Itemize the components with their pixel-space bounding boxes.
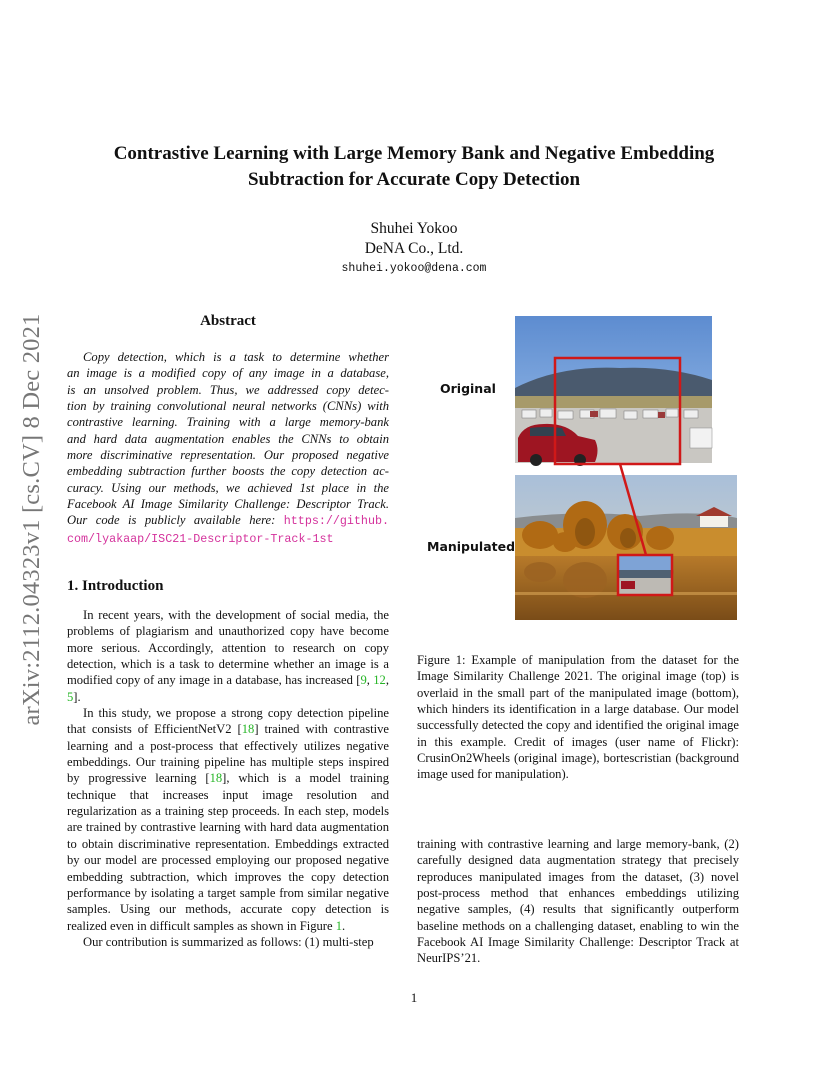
author-affiliation: DeNA Co., Ltd. xyxy=(364,240,464,257)
figure-1-caption: Figure 1: Example of manipulation from the dataset for the Image Similarity Challenge 2021. The original image (top) is overlaid in the small part of the manipulated image (bottom), which hinders its identification in a large database. Our model successfully detected the copy and identified the original image in this example. Credit of images (user name of Flickr): CrusinOn2Wheels (original image), bortescristian (background image used for manipulation). xyxy=(417,653,739,782)
abstract-line: Copy detection, which is a task to determine whether xyxy=(83,350,389,364)
citation-link[interactable]: 18 xyxy=(241,722,255,737)
figure-label-manipulated: Manipulated xyxy=(427,539,516,554)
code-prefix: Our code is publicly available here: xyxy=(67,513,284,528)
code-link-part-1[interactable]: https://github. xyxy=(283,514,389,529)
abstract-line: an image is a modified copy of any image in a database, xyxy=(67,366,389,381)
intro-text: . xyxy=(342,918,346,933)
page-number: 1 xyxy=(410,990,418,1005)
author-block xyxy=(0,219,828,279)
figure-reference-link[interactable]: 1 xyxy=(335,918,343,933)
abstract-line: more discriminative representation. Our proposed negative xyxy=(67,448,389,463)
author-email: shuhei.yokoo@dena.com xyxy=(341,262,487,275)
manipulated-image xyxy=(515,475,737,620)
original-image xyxy=(515,316,712,466)
intro-text: ]. xyxy=(73,689,81,704)
intro-text: ], which is a model training technique that increases input image resolution and regularization as a training step proceeds. In each step, models are trained by contrastive learning with hard data augmentation to obtain discriminative representation. Embeddings extracted by our model are processed employing our proposed negative embedding subtraction, which improves the copy detection performance by isolating a target sample from similar negative samples. Using our methods, accurate copy detection is realized even in difficult samples as shown in Figure xyxy=(67,771,389,933)
citation-link[interactable]: 12 xyxy=(373,673,386,688)
abstract-line: contrastive learning. Training with a large memory-bank xyxy=(67,415,389,430)
citation-link[interactable]: 18 xyxy=(209,771,223,786)
intro-paragraph-3: Our contribution is summarized as follows: (1) multi-step xyxy=(83,934,374,949)
introduction-body xyxy=(67,607,389,950)
title-line-1: Contrastive Learning with Large Memory Bank and Negative Embedding xyxy=(113,143,715,164)
abstract-line: and hard data augmentation enables the CNNs to obtain xyxy=(67,431,389,446)
citation-link[interactable]: 9 xyxy=(360,673,367,688)
citation-link[interactable]: 5 xyxy=(67,689,74,704)
right-column-text: training with contrastive learning and large memory-bank, (2) carefully designed data augmentation strategy that precisely reproduces manipulated images from the dataset, (3) novel post-process method that enhances embeddings utilizing negative samples, (4) results that significantly outperform baseline methods on a challenging dataset, enabling to win the Facebook AI Image Similarity Challenge: Descriptor Track at NeurIPS’21. xyxy=(417,837,739,966)
arxiv-stamp xyxy=(17,291,47,748)
intro-text: In this study, we propose a strong copy detection pipeline that consists of EfficientNetV2 [ xyxy=(67,706,389,737)
figure-label-original: Original xyxy=(440,381,496,396)
figure-1-images xyxy=(500,310,750,630)
abstract-line: is an unsolved problem. Thus, we addressed copy detec- xyxy=(67,382,389,397)
intro-text: ] trained with contrastive learning and a post-process that effectively utilizes negative embeddings. Our training pipeline has multiple steps inspired by progressive learning [ xyxy=(67,722,390,786)
abstract-code-line xyxy=(67,512,389,529)
intro-text: In recent years, with the development of social media, the problems of plagiarism and unauthorized copy have become more serious. Accordingly, attention to research on copy detection, which is a task to determine whether an image is a modified copy of any image in a database, has increased [ xyxy=(67,608,389,688)
abstract-line: Facebook AI Image Similarity Challenge: Descriptor Track. xyxy=(67,497,389,512)
author-name: Shuhei Yokoo xyxy=(370,220,458,237)
abstract-code-line-2 xyxy=(67,530,389,547)
abstract-line: embedding subtraction further boosts the copy detection ac- xyxy=(67,464,389,479)
abstract-heading: Abstract xyxy=(200,313,256,329)
paper-title xyxy=(0,141,828,193)
abstract-line: curacy. Using our methods, we achieved 1st place in the xyxy=(67,480,389,495)
intro-paragraph-1: In recent years, with the development of social media, the problems of plagiarism and unauthorized copy have become more serious. Accordingly, attention to research on copy detection, which is a task to determine whether an image is a modified copy of any image in a database, has increased [9, 12, 5]. xyxy=(67,608,389,704)
abstract-body xyxy=(67,349,389,547)
intro-paragraph-2 xyxy=(67,705,389,934)
title-line-2: Subtraction for Accurate Copy Detection xyxy=(247,169,581,190)
introduction-heading: 1. Introduction xyxy=(67,578,164,594)
abstract-line: tion by training convolutional neural networks (CNNs) with xyxy=(67,399,389,414)
arxiv-id: arXiv:2112.04323v1 [cs.CV] 8 Dec 2021 xyxy=(18,313,45,726)
code-link-part-2[interactable]: com/lyakaap/ISC21-Descriptor-Track-1st xyxy=(67,531,334,546)
